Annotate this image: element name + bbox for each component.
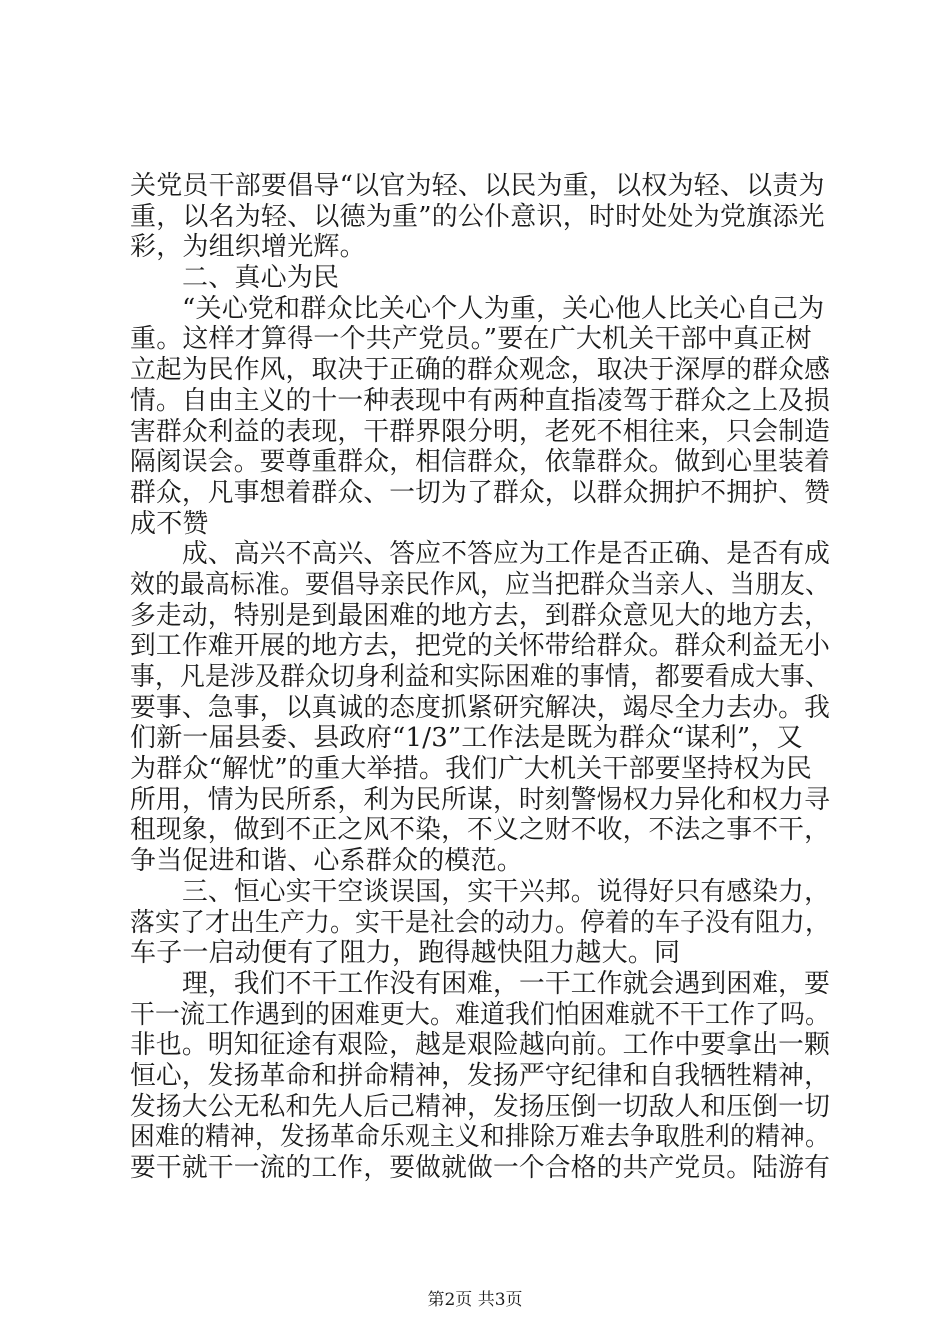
text-line: 所用，情为民所系，利为民所谋，时刻警惕权力异化和权力寻: [130, 784, 830, 815]
text-line: 要事、急事，以真诚的态度抓紧研究解决，竭尽全力去办。我: [130, 692, 830, 723]
page-footer: 第2页 共3页: [427, 1290, 523, 1310]
text-line: 关党员干部要倡导“以官为轻、以民为重，以权为轻、以责为: [130, 171, 825, 201]
text-line: 成、高兴不高兴、答应不答应为工作是否正确、是否有成: [182, 539, 830, 570]
text-line: 理，我们不干工作没有困难，一干工作就会遇到困难，要: [182, 968, 830, 999]
text-line: 情。自由主义的十一种表现中有两种直指凌驾于群众之上及损: [130, 385, 830, 416]
text-line: “关心党和群众比关心个人为重，关心他人比关心自己为: [182, 293, 825, 324]
text-line: 们新一届县委、县政府“1/3”工作法是既为群众“谋利”，又: [130, 723, 803, 754]
text-line: 发扬大公无私和先人后己精神，发扬压倒一切敌人和压倒一切: [130, 1091, 830, 1122]
text-line: 重。这样才算得一个共产党员。”要在广大机关干部中真正树: [130, 324, 812, 355]
text-line: 群众，凡事想着群众、一切为了群众，以群众拥护不拥护、赞: [130, 477, 830, 508]
text-line: 成不赞: [130, 508, 209, 539]
text-line: 三、恒心实干空谈误国，实干兴邦。说得好只有感染力，: [182, 876, 830, 907]
text-line: 害群众利益的表现，干群界限分明，老死不相往来，只会制造: [130, 416, 830, 447]
text-line: 效的最高标准。要倡导亲民作风，应当把群众当亲人、当朋友、: [130, 569, 830, 600]
text-line: 困难的精神，发扬革命乐观主义和排除万难去争取胜利的精神。: [130, 1122, 830, 1153]
body-text: [130, 171, 830, 1184]
text-line: 落实了才出生产力。实干是社会的动力。停着的车子没有阻力，: [130, 907, 830, 938]
text-line: 隔阂误会。要尊重群众，相信群众，依靠群众。做到心里装着: [130, 447, 830, 478]
text-line: 非也。明知征途有艰险，越是艰险越向前。工作中要拿出一颗: [130, 1030, 830, 1061]
text-line: 事，凡是涉及群众切身利益和实际困难的事情，都要看成大事、: [130, 662, 830, 692]
text-line: 为群众“解忧”的重大举措。我们广大机关干部要坚持权为民: [130, 754, 812, 785]
text-line: 租现象，做到不正之风不染，不义之财不收，不法之事不干，: [130, 815, 830, 846]
text-line: 恒心，发扬革命和拼命精神，发扬严守纪律和自我牺牲精神，: [130, 1060, 830, 1091]
text-line: 多走动，特别是到最困难的地方去，到群众意见大的地方去，: [130, 600, 830, 631]
text-line: 重，以名为轻、以德为重”的公仆意识，时时处处为党旗添光: [130, 201, 825, 232]
text-line: 立起为民作风，取决于正确的群众观念，取决于深厚的群众感: [130, 355, 830, 386]
text-line: 车子一启动便有了阻力，跑得越快阻力越大。同: [130, 938, 681, 969]
text-line: 争当促进和谐、心系群众的模范。: [130, 846, 524, 877]
text-line: 干一流工作遇到的困难更大。难道我们怕困难就不干工作了吗。: [130, 999, 830, 1030]
text-line: 到工作难开展的地方去，把党的关怀带给群众。群众利益无小: [130, 631, 830, 662]
text-line: 要干就干一流的工作，要做就做一个合格的共产党员。陆游有: [130, 1153, 830, 1183]
text-line: 彩，为组织增光辉。: [130, 232, 366, 263]
text-line: 二、真心为民: [182, 263, 340, 294]
